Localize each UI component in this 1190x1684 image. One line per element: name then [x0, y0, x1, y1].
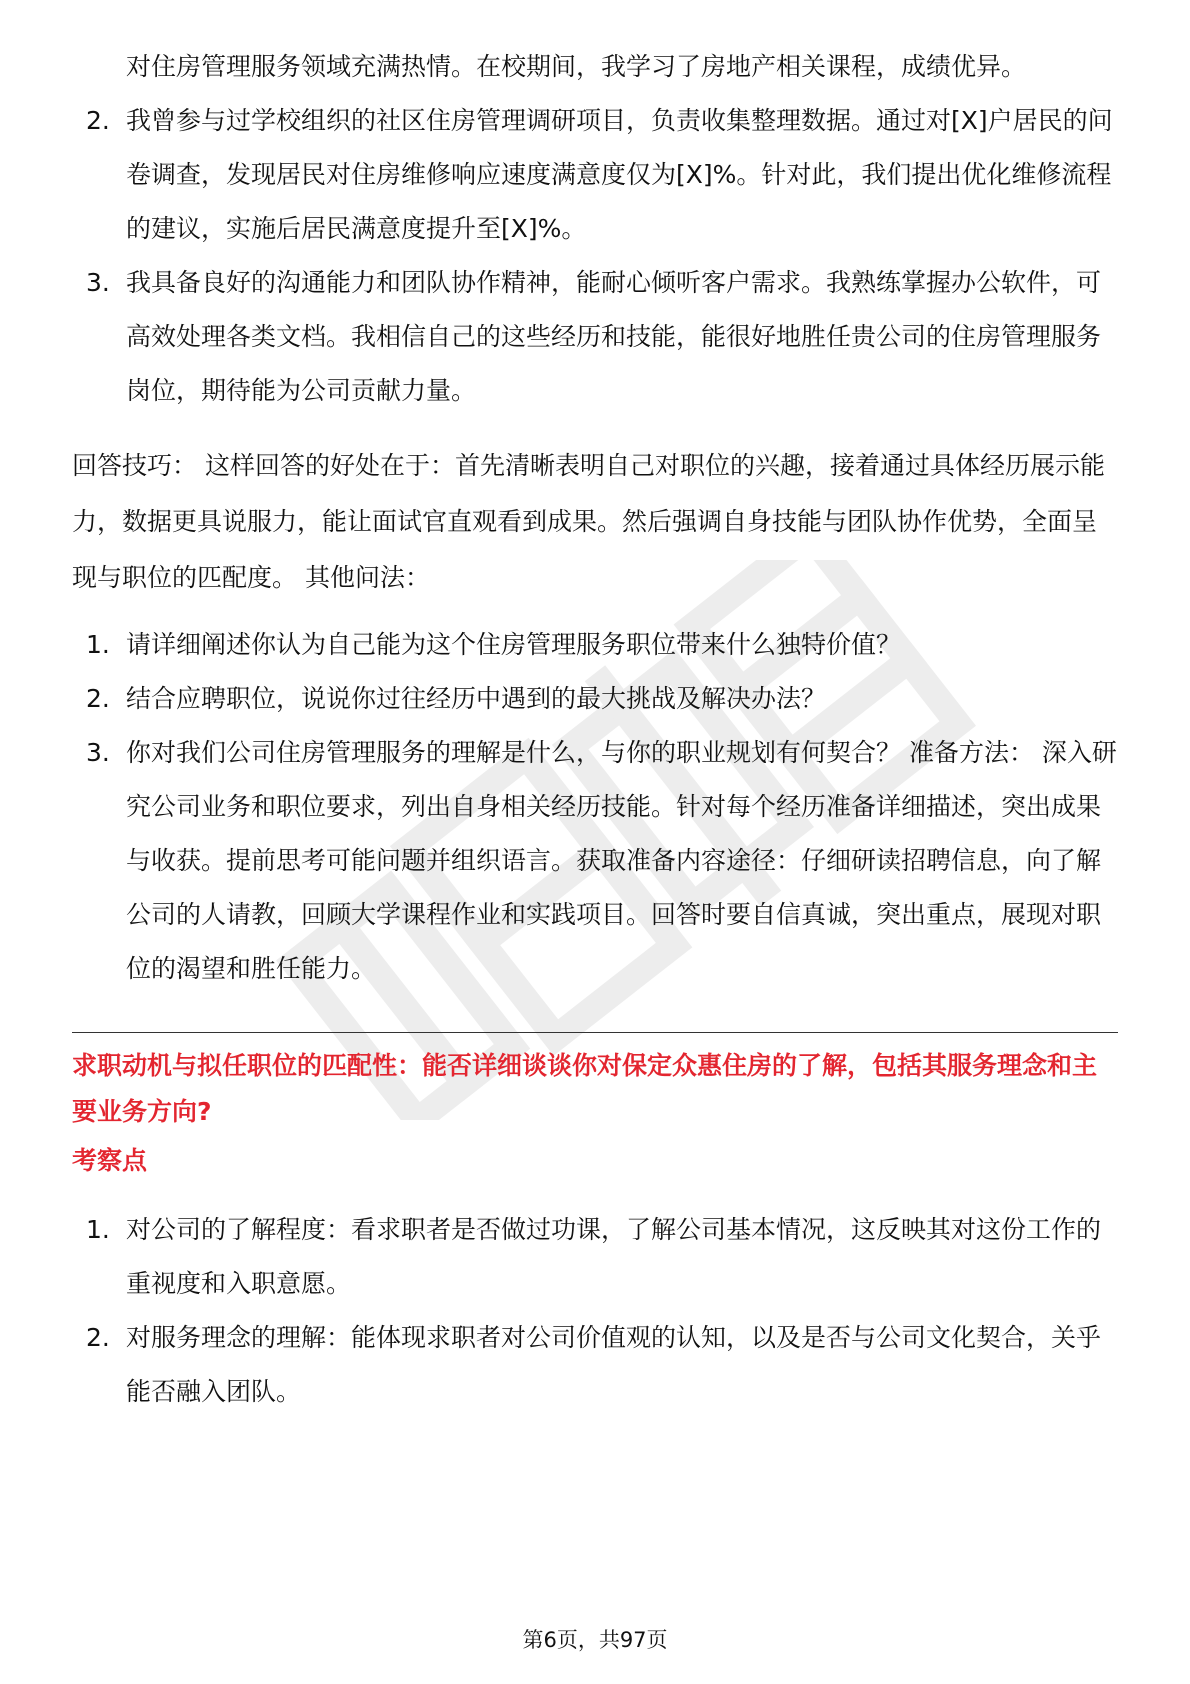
- list-item-text: 结合应聘职位，说说你过往经历中遇到的最大挑战及解决办法？: [126, 684, 827, 713]
- page-number: 第6页，共97页: [522, 1628, 668, 1652]
- list-item-text: 我具备良好的沟通能力和团队协作精神，能耐心倾听客户需求。我熟练掌握办公软件，可高效处理各类文档。我相信自己的这些经历和技能，能很好地胜任贵公司的住房管理服务岗位，期待能为公司贡献力量。: [126, 268, 1102, 405]
- answer-list: [72, 94, 1118, 418]
- answer-tips-paragraph: 回答技巧： 这样回答的好处在于：首先清晰表明自己对职位的兴趣，接着通过具体经历展示能力，数据更具说服力，能让面试官直观看到成果。然后强调自身技能与团队协作优势，全面呈现与职位的匹配度。 其他问法：: [72, 451, 1105, 592]
- list-number: 1.: [86, 630, 110, 659]
- list-item: [72, 1203, 1118, 1311]
- check-points-list: [72, 1203, 1118, 1419]
- section-title: 求职动机与拟任职位的匹配性：能否详细谈谈你对保定众惠住房的了解，包括其服务理念和主要业务方向?: [72, 1051, 1098, 1126]
- list-number: 3.: [86, 268, 110, 297]
- list-item-continuation: [72, 40, 1118, 94]
- list-item: [72, 672, 1118, 726]
- continuation-text: 对住房管理服务领域充满热情。在校期间，我学习了房地产相关课程，成绩优异。: [126, 52, 1027, 81]
- document-body: [72, 40, 1118, 1419]
- list-number: 3.: [86, 738, 110, 767]
- list-item-text: 对服务理念的理解：能体现求职者对公司价值观的认知，以及是否与公司文化契合，关乎能否融入团队。: [126, 1323, 1102, 1406]
- list-number: 2.: [86, 106, 110, 135]
- list-item-text: 请详细阐述你认为自己能为这个住房管理服务职位带来什么独特价值？: [126, 630, 902, 659]
- list-item-text: 对公司的了解程度：看求职者是否做过功课，了解公司基本情况，这反映其对这份工作的重视度和入职意愿。: [126, 1215, 1102, 1298]
- list-number: 1.: [86, 1215, 110, 1244]
- list-item: [72, 726, 1118, 996]
- other-questions-list: [72, 618, 1118, 996]
- list-item: [72, 618, 1118, 672]
- list-item: [72, 1311, 1118, 1419]
- list-item-text: 你对我们公司住房管理服务的理解是什么，与你的职业规划有何契合？ 准备方法： 深入研究公司业务和职位要求，列出自身相关经历技能。针对每个经历准备详细描述，突出成果与收获。提前思考可能问题并组织语言。获取准备内容途径：仔细研读招聘信息，向了解公司的人请教，回顾大学课程作业和实践项目。回答时要自信真诚，突出重点，展现对职位的渴望和胜任能力。: [126, 738, 1117, 983]
- list-item: [72, 256, 1118, 418]
- list-number: 2.: [86, 684, 110, 713]
- list-number: 2.: [86, 1323, 110, 1352]
- section-subtitle: 考察点: [72, 1146, 148, 1175]
- list-item: [72, 94, 1118, 256]
- list-item-text: 我曾参与过学校组织的社区住房管理调研项目，负责收集整理数据。通过对[X]户居民的问卷调查，发现居民对住房维修响应速度满意度仅为[X]%。针对此，我们提出优化维修流程的建议，实施后居民满意度提升至[X]%。: [126, 106, 1113, 243]
